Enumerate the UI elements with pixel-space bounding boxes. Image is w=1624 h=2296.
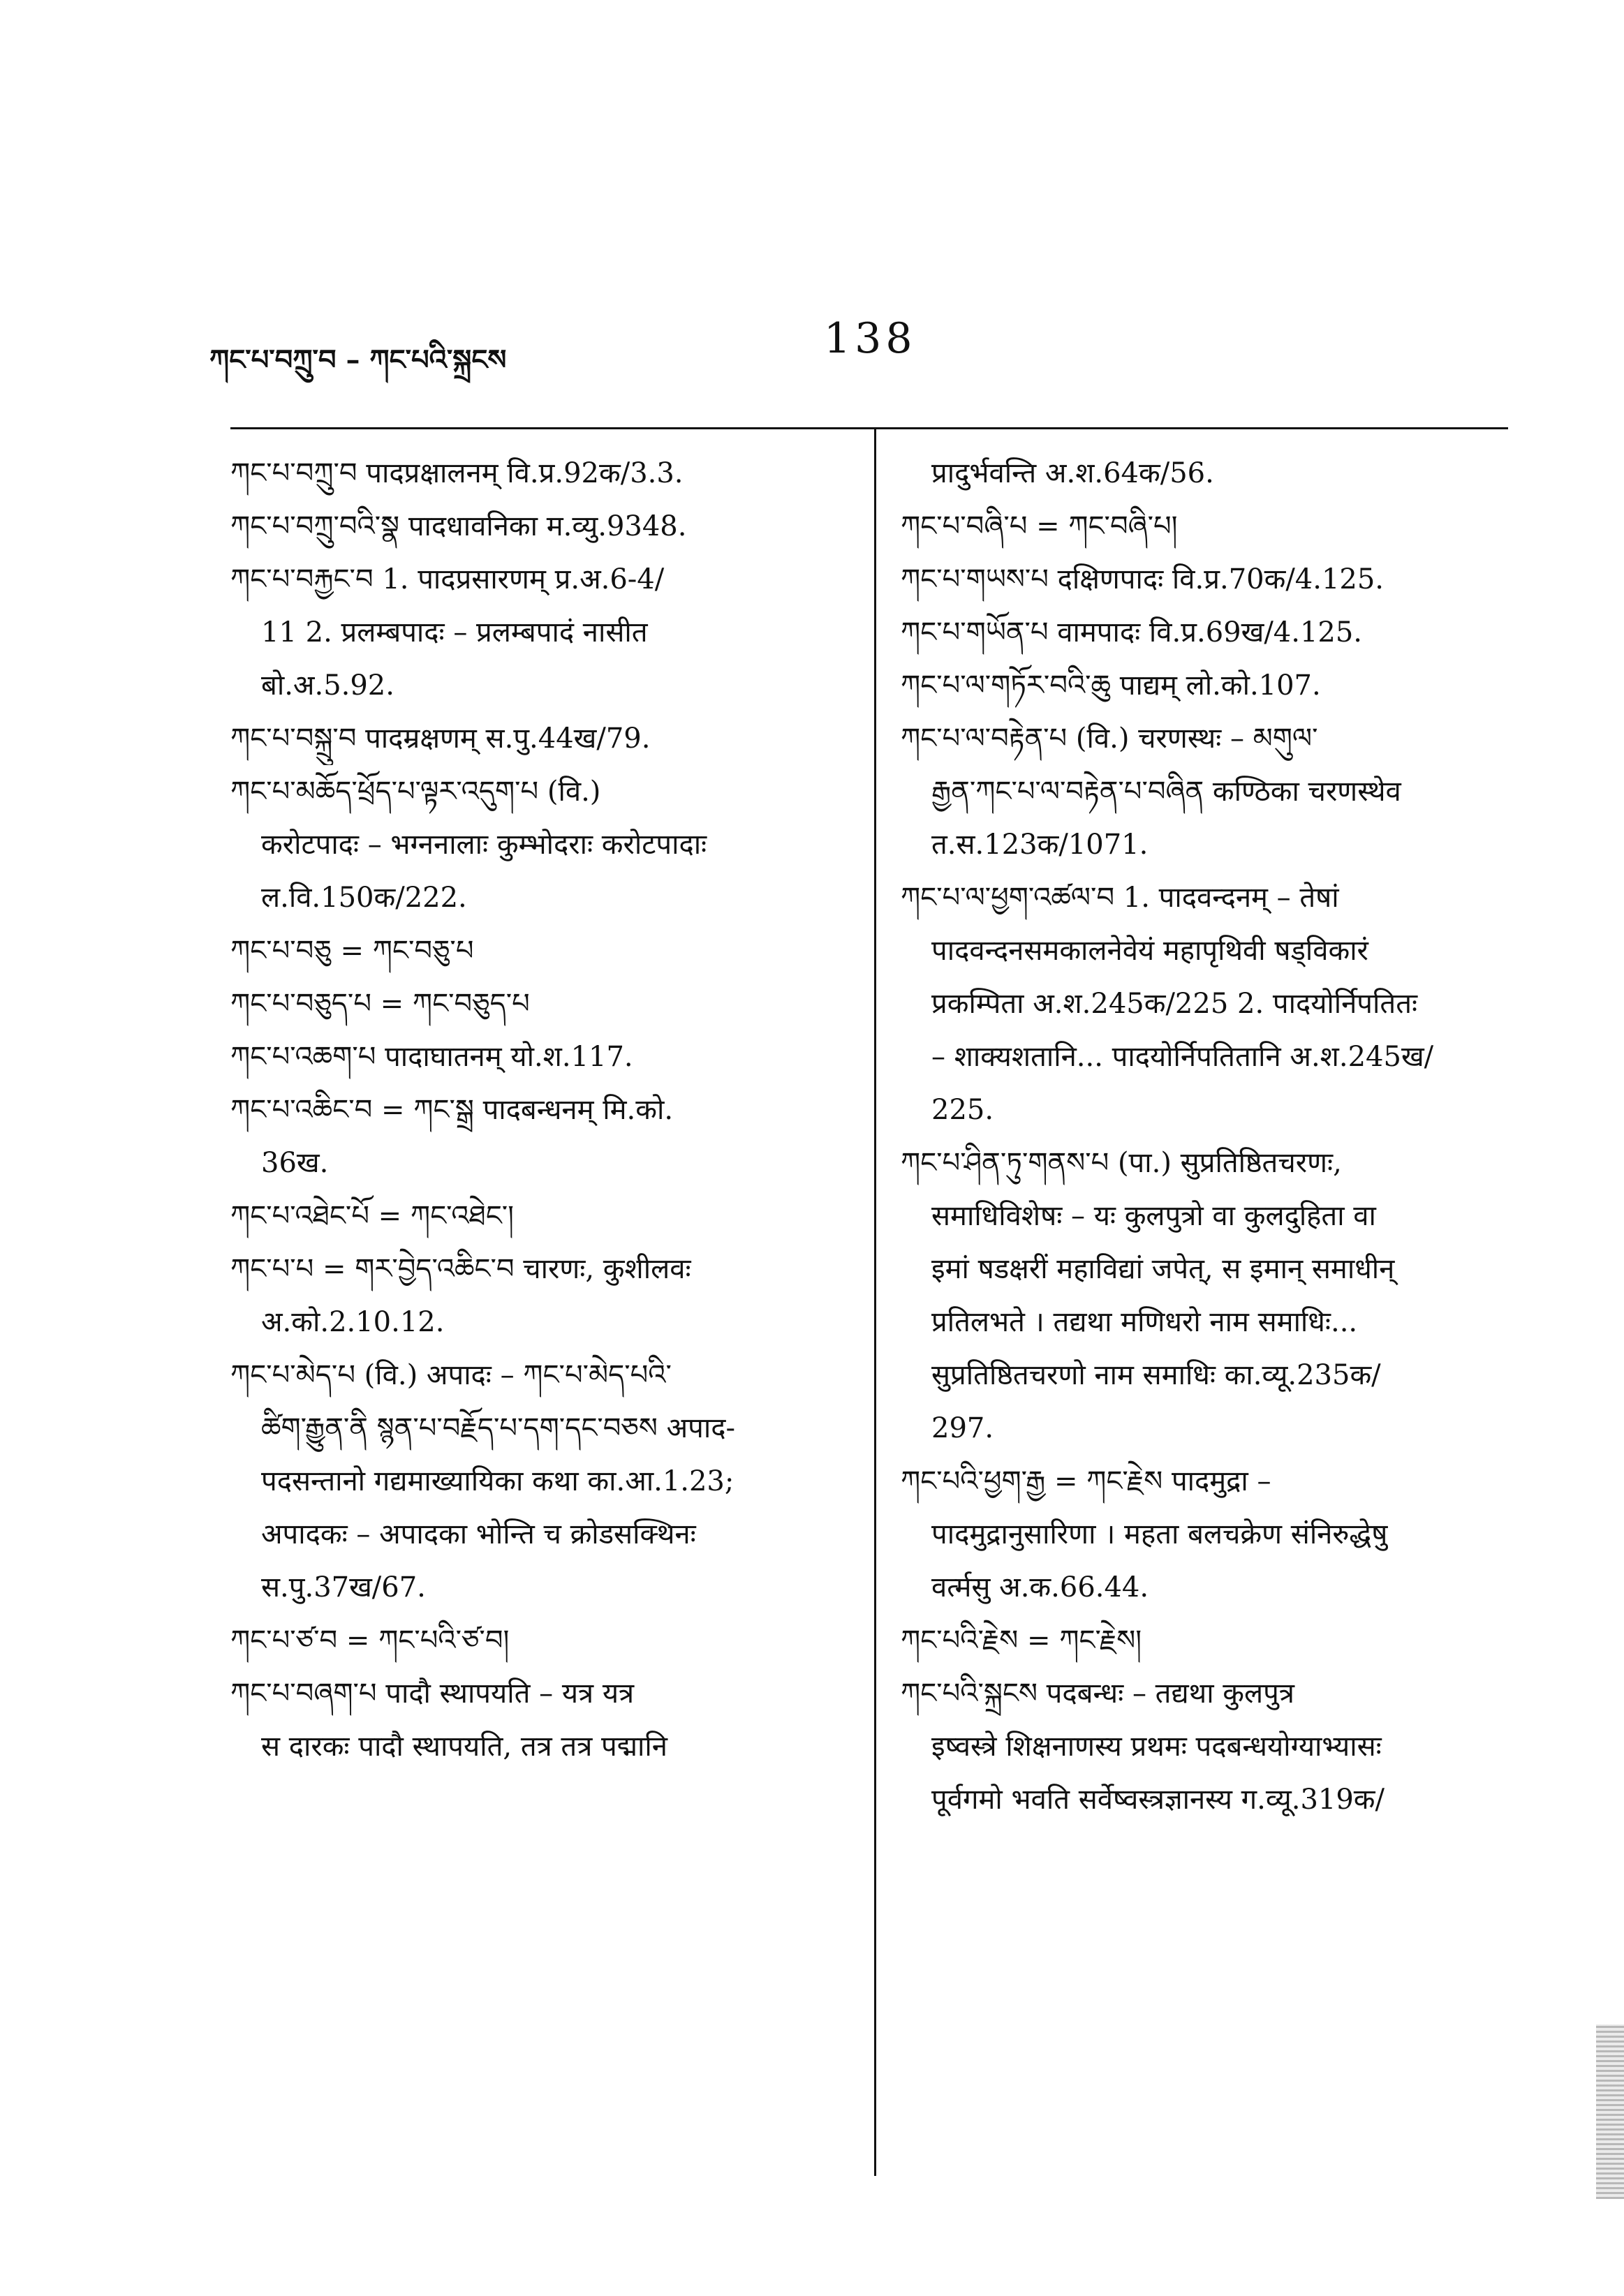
entry-line: ཀང་པ་གཡས་པ दक्षिणपादः वि.प्र.70क/4.125. <box>901 563 1385 595</box>
entry-line: ཀང་པ་གཡོན་པ वामपादः वि.प्र.69ख/4.125. <box>901 616 1363 649</box>
entry-line: इमां षडक्षरीं महाविद्यां जपेत्, स इमान् समाधीन् <box>931 1253 1395 1285</box>
entry-line: ल.वि.150क/222. <box>261 882 467 914</box>
entry-line: प्रादुर्भवन्ति अ.श.64क/56. <box>931 457 1214 489</box>
header-range: ཀང་པ་བཀྲུ་བ – ཀང་པའི་སྐྲངས <box>209 343 507 376</box>
entry-line: ཀང་པའི་སྐྲངས पदबन्धः – तद्यथा कुलपुत्र <box>901 1677 1294 1710</box>
scan-edge-noise <box>1596 2024 1624 2199</box>
header-rule <box>230 427 1508 429</box>
entry-line: ཀང་པ་ལ་ཕྱག་འཚལ་བ 1. पादवन्दनम् – तेषां <box>901 882 1339 914</box>
entry-line: ཀང་པ་འཆག་པ पादाघातनम् यो.श.117. <box>230 1041 633 1073</box>
entry-line: རྒྱན་ཀང་པ་ལ་བརྟེན་པ་བཞིན कण्ठिका चरणस्थेव <box>931 776 1401 808</box>
entry-line: स दारकः पादौ स्थापयति, तत्र तत्र पद्मानि <box>261 1731 667 1763</box>
entry-line: ཀང་པ་ཙ་བ = ཀང་པའི་ཙ་བ། <box>230 1624 510 1657</box>
entry-line: समाधिविशेषः – यः कुलपुत्रो वा कुलदुहिता वा <box>931 1200 1376 1232</box>
entry-line: ཚིག་རྒྱུན་ནི སྙན་པ་བརྗོད་པ་དག་དང་བཅས अपाद- <box>261 1412 735 1444</box>
page-header <box>209 314 1508 377</box>
entry-line: ཀང་པ་བཞི་པ = ཀང་བཞི་པ། <box>901 510 1178 542</box>
entry-line: ཀང་པ་བཞག་པ पादौ स्थापयति – यत्र यत्र <box>230 1677 635 1710</box>
entry-line: 36ख. <box>261 1147 329 1179</box>
entry-line: ཀང་པ་བཀྲུ་བ पादप्रक्षालनम् वि.प्र.92क/3.3. <box>230 457 684 489</box>
entry-line: ཀང་པ་མཆོད་ཕྲོད་པ་ལྟར་འདུག་པ (वि.) <box>230 776 601 808</box>
entry-line: अ.को.2.10.12. <box>261 1306 445 1338</box>
entry-line: ཀང་པ་ལ་གཏོར་བའི་ཆུ पाद्यम् लो.को.107. <box>901 669 1321 702</box>
entry-line: स.पु.37ख/67. <box>261 1571 426 1604</box>
entry-line: इष्वस्त्रे शिक्षनाणस्य प्रथमः पदबन्धयोग्याभ्यासः <box>931 1731 1382 1763</box>
left-column <box>230 447 845 1773</box>
entry-line: ཀང་པ་པ = གར་བྱེད་འཆིང་བ चारणः, कुशीलवः <box>230 1253 691 1285</box>
entry-line: ཀང་པ་འཐེང་པོ = ཀང་འཐེང་། <box>230 1200 515 1232</box>
entry-line: ཀང་པའི་ཕྱག་རྒྱ = ཀང་རྗེས पादमुद्रा – <box>901 1465 1271 1497</box>
entry-line: सुप्रतिष्ठितचरणो नाम समाधिः का.व्यू.235क/ <box>931 1359 1381 1391</box>
entry-line: 297. <box>931 1412 994 1444</box>
entry-line: 225. <box>931 1094 994 1126</box>
entry-line: ཀང་པ་བཀྲུ་བའི་སྣ पादधावनिका म.व्यु.9348. <box>230 510 687 542</box>
entry-line: ཀང་པ་འཆིང་བ = ཀང་སྒྲ पादबन्धनम् मि.को. <box>230 1094 674 1126</box>
entry-line: बो.अ.5.92. <box>261 669 394 702</box>
entry-line: पदसन्तानो गद्यमाख्यायिका कथा का.आ.1.23; <box>261 1465 735 1497</box>
entry-line: पूर्वगमो भवति सर्वेष्वस्त्रज्ञानस्य ग.व्यू.319क/ <box>931 1784 1385 1816</box>
entry-line: ཀང་པ་ལ་བརྟེན་པ (वि.) चरणस्थः – མགུལ་ <box>901 723 1318 755</box>
entry-line: ཀང་པ་བསྐྲུ་བ पादम्रक्षणम् स.पु.44ख/79. <box>230 723 651 755</box>
entry-line: ཀང་པ་བརྐྱང་བ 1. पादप्रसारणम् प्र.अ.6-4/ <box>230 563 665 595</box>
entry-line: पादवन्दनसमकालनेवेयं महापृथिवी षड्विकारं <box>931 935 1368 967</box>
entry-line: ཀང་པ་མེད་པ (वि.) अपादः – ཀང་པ་མེད་པའི་ <box>230 1359 672 1391</box>
right-column <box>901 447 1508 1826</box>
entry-line: ཀང་པ་ཤིན་ཏུ་གནས་པ (पा.) सुप्रतिष्ठितचरणः, <box>901 1147 1342 1179</box>
entry-line: करोटपादः – भग्ननालाः कुम्भोदराः करोटपादाः <box>261 829 707 861</box>
entry-line: 11 2. प्रलम्बपादः – प्रलम्बपादं नासीत <box>261 616 648 649</box>
entry-line: ཀང་པ་བཅུ = ཀང་བཅུ་པ <box>230 935 474 967</box>
entry-line: पादमुद्रानुसारिणा । महता बलचक्रेण संनिरुद्धेषु <box>931 1518 1388 1550</box>
entry-line: ཀང་པ་བཅུད་པ = ཀང་བཅུད་པ <box>230 988 530 1020</box>
entry-line: – शाक्यशतानि... पादयोर्निपतितानि अ.श.245ख/ <box>931 1041 1434 1073</box>
entry-line: त.स.123क/1071. <box>931 829 1149 861</box>
entry-line: प्रकम्पिता अ.श.245क/225 2. पादयोर्निपतितः <box>931 988 1418 1020</box>
entry-line: वर्त्मसु अ.क.66.44. <box>931 1571 1149 1604</box>
entry-line: अपादकः – अपादका भोन्ति च क्रोडसक्थिनः <box>261 1518 696 1550</box>
entry-line: प्रतिलभते । तद्यथा मणिधरो नाम समाधिः... <box>931 1306 1358 1338</box>
column-divider <box>874 427 876 2176</box>
entry-line: ཀང་པའི་རྗེས = ཀང་རྗེས། <box>901 1624 1142 1657</box>
page-number: 138 <box>824 314 917 363</box>
